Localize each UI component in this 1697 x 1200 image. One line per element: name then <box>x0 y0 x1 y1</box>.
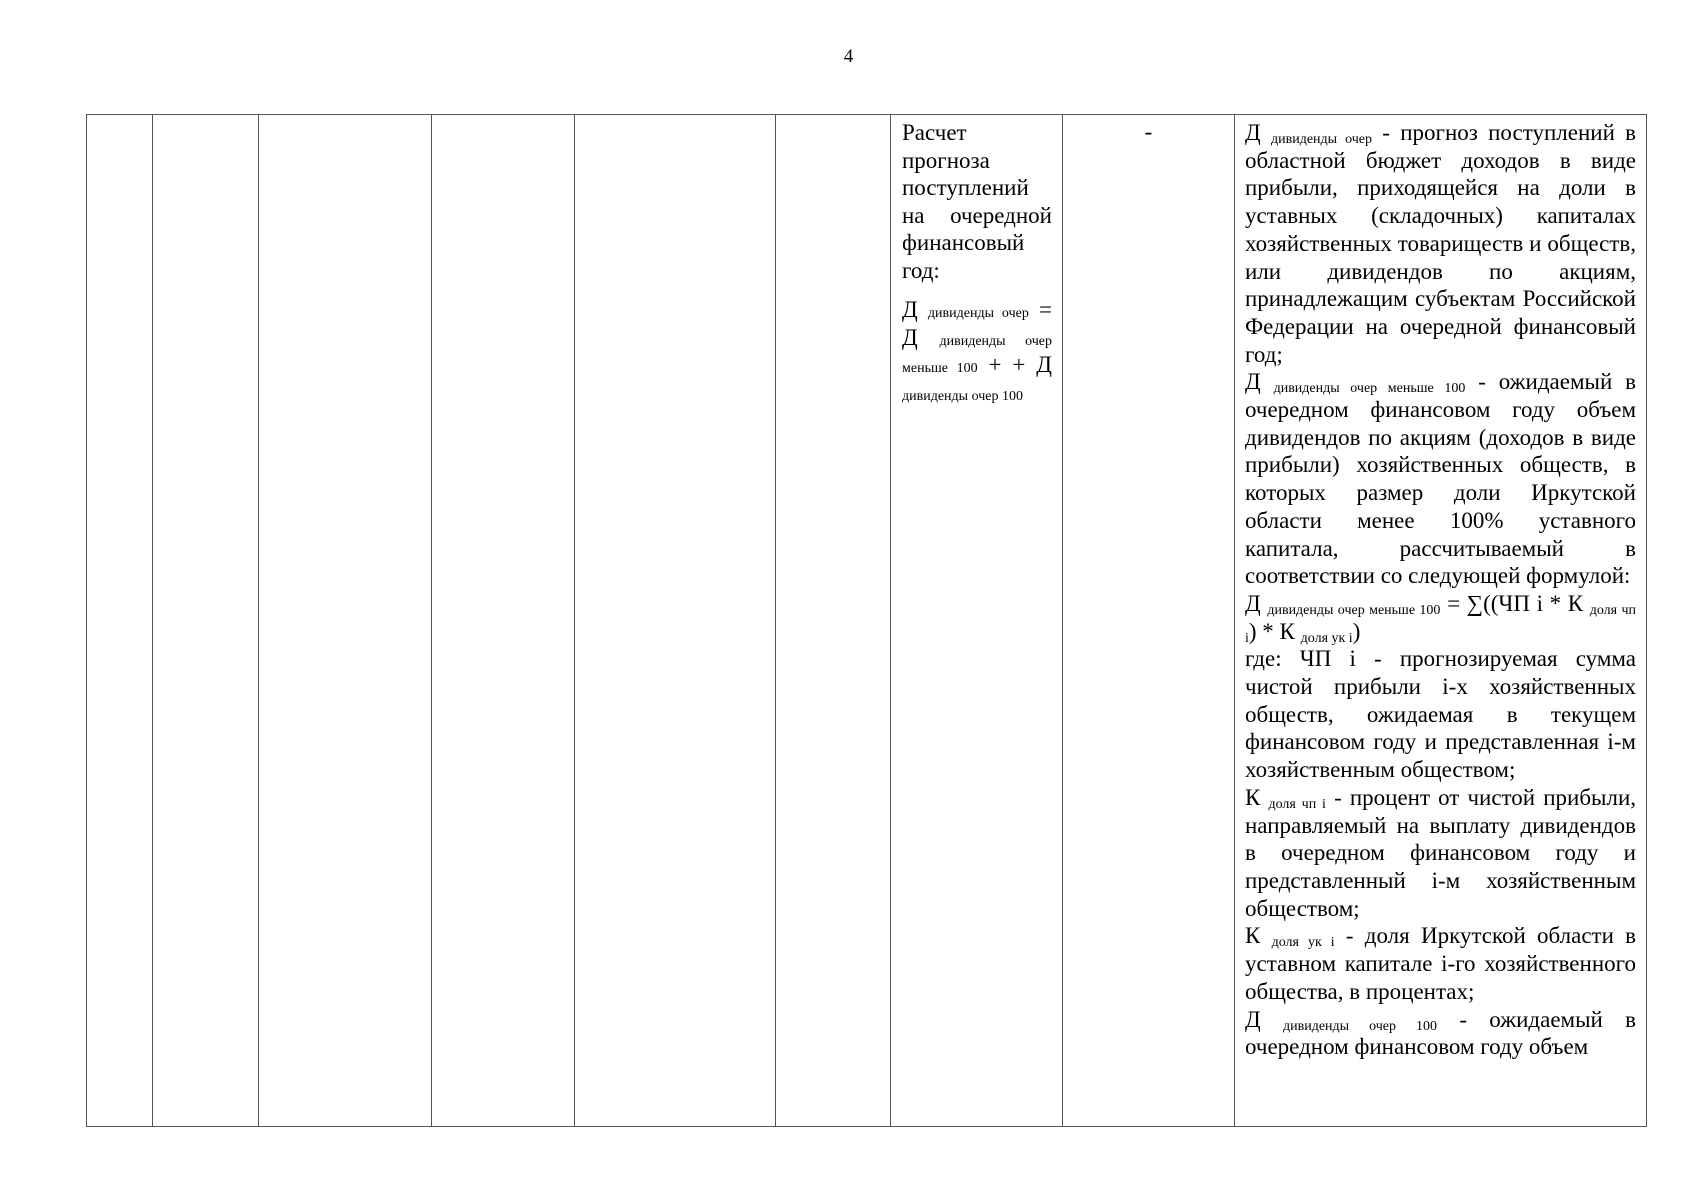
definition-subscript: дивиденды очер меньше 100 <box>1273 381 1466 397</box>
definition-subscript: доля чп i <box>1268 796 1326 812</box>
calculation-title: Расчет прогноза поступлений на очередной финансовый год: <box>902 120 1052 283</box>
formula-subscript: дивиденды очер меньше 100 <box>1267 602 1441 618</box>
formula-subscript: доля ук i <box>1300 630 1353 646</box>
definition-text: - ожидаемый в очередном финансовом году объем дивидендов по акциям (доходов в виде прибыли) хозяйственных обществ, в которых размер доли Иркутской области менее 100% уставного капитала, рассчитываемый в соответствии со следующей формулой: <box>1245 369 1637 589</box>
empty-cell <box>575 115 776 1127</box>
definition-paragraph <box>1245 1006 1636 1061</box>
description-cell <box>1235 115 1647 1127</box>
definition-paragraph: где: ЧП i - прогнозируемая сумма чистой прибыли i-х хозяйственных обществ, ожидаемая в текущем финансовом году и представленная i-м хозяйственным обществом; <box>1245 646 1636 783</box>
definition-text: - прогноз поступлений в областной бюджет доходов в виде прибыли, приходящейся на доли в уставных (складочных) капиталах хозяйственных товариществ и обществ, или дивидендов по акциям, принадлежащим субъектам Российской Федерации на очередной финансовый год; <box>1245 120 1637 367</box>
definition-text: - доля Иркутской области в уставном капитале i-го хозяйственного общества, в процентах; <box>1245 923 1637 1004</box>
definition-text: - процент от чистой прибыли, направляемый на выплату дивидендов в очередном финансовом году и представленный i-м хозяйственным обществом; <box>1245 784 1637 921</box>
definition-paragraph <box>1245 922 1636 1005</box>
formula-paragraph <box>1245 590 1636 645</box>
formula-variable: Д <box>902 297 918 322</box>
formula-plus: + <box>988 352 1002 377</box>
formula-subscript: дивиденды очер меньше 100 <box>902 333 1053 376</box>
definition-paragraph <box>1245 368 1636 590</box>
empty-cell <box>153 115 259 1127</box>
definition-subscript: дивиденды очер 100 <box>1283 1018 1438 1034</box>
definition-variable: К <box>1245 784 1261 810</box>
formula-expression: = ∑((ЧП i * К <box>1447 590 1584 616</box>
formula-expression: ) <box>1352 618 1361 644</box>
definition-paragraph <box>1245 784 1636 923</box>
empty-cell <box>432 115 575 1127</box>
formula-expression: ) * К <box>1248 618 1295 644</box>
dash-text: - <box>1144 119 1153 144</box>
empty-cell <box>259 115 432 1127</box>
page-number: 4 <box>843 46 854 67</box>
formula-subscript: доля чп i <box>1245 602 1637 646</box>
definition-variable: К <box>1245 923 1261 949</box>
document-table <box>86 114 1647 1127</box>
calculation-formula <box>902 296 1052 406</box>
formula-subscript: дивиденды очер <box>927 306 1029 321</box>
formula-variable: Д <box>902 324 918 350</box>
definition-paragraph <box>1245 119 1636 368</box>
formula-variable: Д <box>1245 590 1261 616</box>
definition-variable: Д <box>1245 120 1261 145</box>
definition-variable: Д <box>1245 1006 1261 1032</box>
dash-cell <box>1063 115 1235 1127</box>
formula-subscript: дивиденды очер 100 <box>902 388 1023 404</box>
formula-variable: Д <box>1036 352 1052 377</box>
empty-cell <box>87 115 153 1127</box>
formula-plus: + <box>1012 352 1026 377</box>
table-row <box>87 115 1647 1127</box>
definition-subscript: доля ук i <box>1271 935 1335 951</box>
definition-text: - ожидаемый в очередном финансовом году объем <box>1245 1006 1637 1060</box>
empty-cell <box>776 115 891 1127</box>
calculation-cell <box>891 115 1063 1127</box>
definition-variable: Д <box>1245 369 1261 395</box>
definition-subscript: дивиденды очер <box>1270 132 1372 147</box>
formula-equals: = <box>1039 297 1053 322</box>
